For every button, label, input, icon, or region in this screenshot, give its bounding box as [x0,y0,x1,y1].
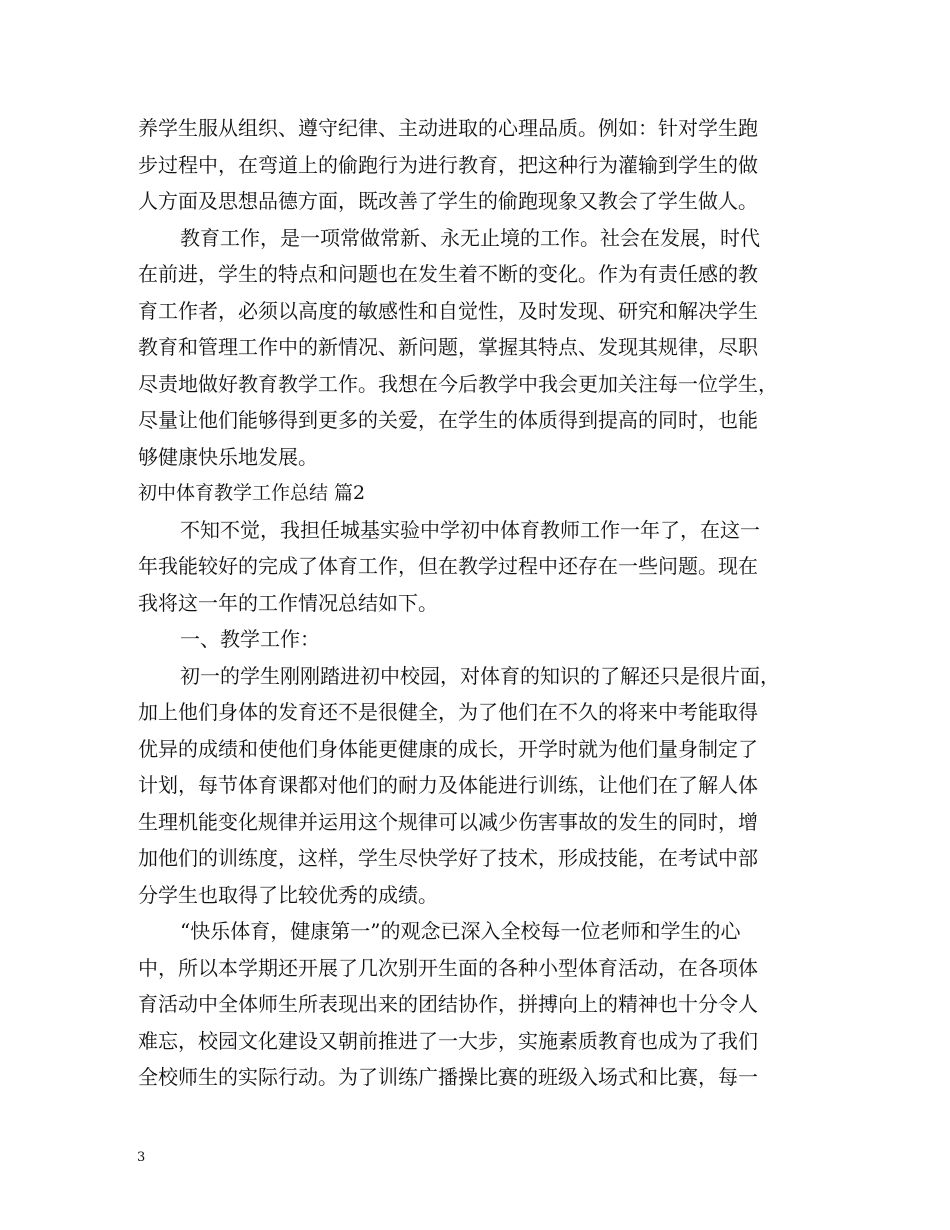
text-line: 我将这一年的工作情况总结如下。 [138,590,438,615]
paragraph-first-line: 教育工作，是一项常做常新、永无止境的工作。社会在发展，时代 [180,225,760,250]
text-line: 够健康快乐地发展。 [138,444,318,469]
text-line: 尽责地做好教育教学工作。我想在今后教学中我会更加关注每一位学生， [138,371,778,396]
text-line: 生理机能变化规律并运用这个规律可以减少伤害事故的发生的同时，增 [138,809,758,834]
subheading-line: 一、教学工作： [180,627,320,651]
paragraph-first-line: 不知不觉，我担任城基实验中学初中体育教师工作一年了，在这一 [180,517,760,542]
text-line: 育工作者，必须以高度的敏感性和自觉性，及时发现、研究和解决学生 [138,298,758,323]
text-line: 育活动中全体师生所表现出来的团结协作，拼搏向上的精神也十分令人 [138,992,758,1016]
text-line: 加上他们身体的发育还不是很健全，为了他们在不久的将来中考能取得 [138,700,758,724]
text-line: 分学生也取得了比较优秀的成绩。 [138,882,438,907]
paragraph-first-line: 初一的学生刚刚踏进初中校园，对体育的知识的了解还只是很片面， [180,663,780,688]
section-heading: 初中体育教学工作总结 篇2 [138,482,366,504]
text-line: 全校师生的实际行动。为了训练广播操比赛的班级入场式和比赛，每一 [138,1065,758,1089]
document-body [138,110,818,1096]
text-line: 教育和管理工作中的新情况、新问题，掌握其特点、发现其规律，尽职 [138,335,758,359]
text-line: 在前进，学生的特点和问题也在发生着不断的变化。作为有责任感的教 [138,262,758,286]
text-line: 中，所以本学期还开展了几次别开生面的各种小型体育活动，在各项体 [138,955,758,980]
text-line: 加他们的训练度，这样，学生尽快学好了技术，形成技能，在考试中部 [138,846,758,870]
text-line: 步过程中，在弯道上的偷跑行为进行教育，把这种行为灌输到学生的做 [138,152,758,177]
paragraph-first-line: “快乐体育，健康第一”的观念已深入全校每一位老师和学生的心 [180,919,741,943]
text-line: 难忘，校园文化建设又朝前推进了一大步，实施素质教育也成为了我们 [138,1028,758,1053]
text-line: 年我能较好的完成了体育工作，但在教学过程中还存在一些问题。现在 [138,554,758,578]
text-line: 优异的成绩和使他们身体能更健康的成长，开学时就为他们量身制定了 [138,736,758,761]
page-number: 3 [137,1150,146,1165]
text-line: 养学生服从组织、遵守纪律、主动进取的心理品质。例如：针对学生跑 [138,116,758,140]
text-line: 人方面及思想品德方面，既改善了学生的偷跑现象又教会了学生做人。 [138,189,758,213]
text-line: 尽量让他们能够得到更多的关爱，在学生的体质得到提高的同时，也能 [138,408,758,432]
text-line: 计划，每节体育课都对他们的耐力及体能进行训练，让他们在了解人体 [138,773,758,797]
